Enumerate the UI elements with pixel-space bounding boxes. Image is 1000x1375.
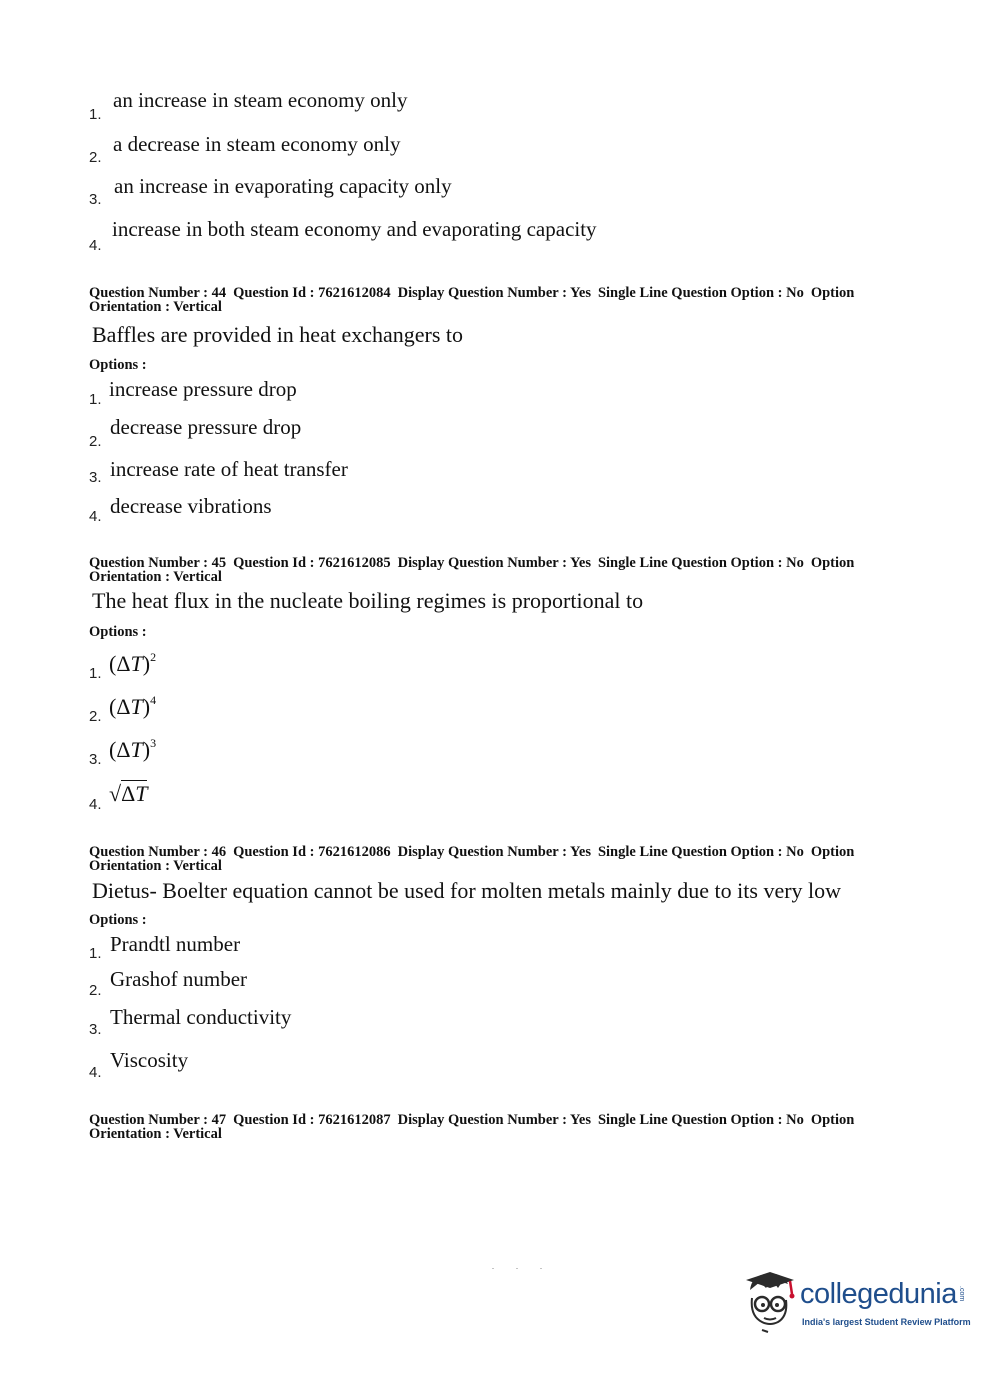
mascot-icon xyxy=(742,1268,800,1338)
page-marker-dots: . . . xyxy=(492,1262,552,1271)
option-number: 1. xyxy=(89,665,102,682)
display-question-number: Display Question Number : Yes xyxy=(397,285,591,301)
option-text: increase pressure drop xyxy=(109,377,297,401)
option-text: Thermal conductivity xyxy=(110,1005,292,1029)
sqrt-symbol: √ xyxy=(109,781,122,806)
option-text: decrease vibrations xyxy=(110,494,272,518)
option-word: Option xyxy=(810,1112,855,1128)
question-meta xyxy=(89,286,869,314)
option-number: 1. xyxy=(89,106,102,123)
collegedunia-logo xyxy=(742,1268,972,1338)
option-text: increase in both steam economy and evaporating capacity xyxy=(112,217,597,241)
display-question-number: Display Question Number : Yes xyxy=(397,844,591,860)
orientation: Orientation : Vertical xyxy=(89,299,222,315)
display-question-number: Display Question Number : Yes xyxy=(397,555,591,571)
option-text: a decrease in steam economy only xyxy=(113,132,401,156)
formula-base: (ΔT) xyxy=(109,737,151,762)
option-number: 4. xyxy=(89,508,102,525)
option-number: 2. xyxy=(89,982,102,999)
option-text: increase rate of heat transfer xyxy=(110,457,348,481)
option-word: Option xyxy=(810,285,855,301)
option-number: 2. xyxy=(89,433,102,450)
orientation: Orientation : Vertical xyxy=(89,858,222,874)
display-question-number: Display Question Number : Yes xyxy=(397,1112,591,1128)
formula-exponent: 2 xyxy=(150,650,157,664)
formula-exponent: 4 xyxy=(150,693,157,707)
question-meta xyxy=(89,556,869,584)
orientation: Orientation : Vertical xyxy=(89,1126,222,1142)
question-text: Baffles are provided in heat exchangers to xyxy=(92,322,464,347)
options-label: Options : xyxy=(89,912,147,928)
option-number: 4. xyxy=(89,237,102,254)
formula-base: (ΔT) xyxy=(109,651,151,676)
question-id: Question Id : 7621612084 xyxy=(233,285,391,301)
single-line-option: Single Line Question Option : No xyxy=(597,555,804,571)
option-text: an increase in steam economy only xyxy=(113,88,408,112)
option-number: 2. xyxy=(89,708,102,725)
option-number: 3. xyxy=(89,751,102,768)
option-number: 3. xyxy=(89,191,102,208)
question-text: Dietus- Boelter equation cannot be used for molten metals mainly due to its very low xyxy=(92,878,842,903)
option-formula xyxy=(109,736,156,763)
question-number: Question Number : 44 xyxy=(89,285,227,301)
option-number: 1. xyxy=(89,945,102,962)
question-number: Question Number : 46 xyxy=(89,844,227,860)
formula-radicand: ΔT xyxy=(121,781,148,806)
options-label: Options : xyxy=(89,357,147,373)
question-id: Question Id : 7621612086 xyxy=(233,844,391,860)
option-number: 3. xyxy=(89,1021,102,1038)
question-text: The heat flux in the nucleate boiling regimes is proportional to xyxy=(92,588,644,613)
option-word: Option xyxy=(810,844,855,860)
option-number: 4. xyxy=(89,1064,102,1081)
logo-tagline: India's largest Student Review Platform xyxy=(802,1317,971,1327)
orientation: Orientation : Vertical xyxy=(89,569,222,585)
option-text: Prandtl number xyxy=(110,932,241,956)
single-line-option: Single Line Question Option : No xyxy=(597,285,804,301)
option-number: 3. xyxy=(89,469,102,486)
option-text: Grashof number xyxy=(110,967,248,991)
options-label: Options : xyxy=(89,624,147,640)
logo-wordmark: collegedunia xyxy=(800,1278,957,1310)
option-text: an increase in evaporating capacity only xyxy=(114,174,452,198)
option-formula xyxy=(109,781,147,807)
option-number: 4. xyxy=(89,796,102,813)
option-number: 1. xyxy=(89,391,102,408)
question-number: Question Number : 47 xyxy=(89,1112,227,1128)
option-text: Viscosity xyxy=(110,1048,189,1072)
option-number: 2. xyxy=(89,149,102,166)
formula-base: (ΔT) xyxy=(109,694,151,719)
logo-suffix: .com xyxy=(958,1286,965,1302)
option-word: Option xyxy=(810,555,855,571)
option-text: decrease pressure drop xyxy=(110,415,302,439)
option-formula xyxy=(109,650,156,677)
question-id: Question Id : 7621612087 xyxy=(233,1112,391,1128)
single-line-option: Single Line Question Option : No xyxy=(597,844,804,860)
question-meta xyxy=(89,1113,869,1141)
question-number: Question Number : 45 xyxy=(89,555,227,571)
formula-exponent: 3 xyxy=(150,736,157,750)
single-line-option: Single Line Question Option : No xyxy=(597,1112,804,1128)
question-meta xyxy=(89,845,869,873)
option-formula xyxy=(109,693,156,720)
question-id: Question Id : 7621612085 xyxy=(233,555,391,571)
